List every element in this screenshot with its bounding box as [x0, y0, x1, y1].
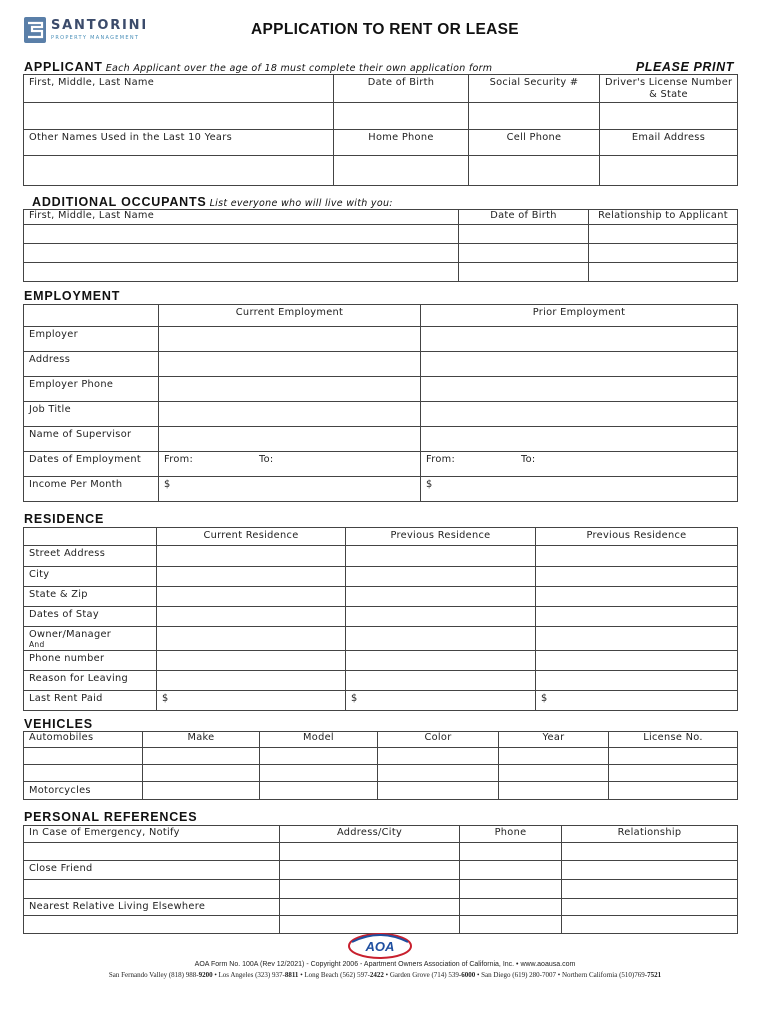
field-res3-street[interactable] [536, 546, 738, 567]
field-prior-employer-phone[interactable] [421, 377, 738, 402]
field-friend-relationship[interactable] [562, 861, 738, 880]
label-make: Make [143, 732, 260, 748]
field-auto-2[interactable] [24, 765, 143, 782]
label-year: Year [499, 732, 609, 748]
label-job-title: Job Title [24, 402, 159, 427]
field-moto-license[interactable] [609, 782, 738, 800]
field-auto-1-license[interactable] [609, 748, 738, 765]
label-reason-for-leaving: Reason for Leaving [24, 671, 157, 691]
label-owner-manager: Owner/Manager And [24, 627, 157, 651]
employment-corner [24, 305, 159, 327]
field-current-dates[interactable] [159, 452, 421, 477]
label-address-city: Address/City [280, 826, 460, 843]
field-cell-phone[interactable] [469, 156, 600, 186]
label-phone-number: Phone number [24, 651, 157, 671]
logo-subtitle: PROPERTY MANAGEMENT [51, 35, 140, 41]
label-full-name: First, Middle, Last Name [24, 75, 334, 103]
field-moto-model[interactable] [260, 782, 378, 800]
label-state-zip: State & Zip [24, 587, 157, 607]
field-drivers-license[interactable] [600, 103, 738, 130]
field-res1-state-zip[interactable] [157, 587, 346, 607]
field-auto-2-color[interactable] [378, 765, 499, 782]
logo-name: SANTORINI [51, 18, 148, 33]
field-other-names[interactable] [24, 156, 334, 186]
field-occupant-dob[interactable] [459, 244, 589, 263]
label-home-phone: Home Phone [334, 130, 469, 156]
field-res1-reason[interactable] [157, 671, 346, 691]
field-relative-address[interactable] [280, 899, 460, 916]
field-relative-name[interactable] [24, 916, 280, 934]
field-moto-year[interactable] [499, 782, 609, 800]
label-relationship: Relationship [562, 826, 738, 843]
field-current-supervisor[interactable] [159, 427, 421, 452]
field-relative-relationship-2[interactable] [562, 916, 738, 934]
field-occupant-name[interactable] [24, 225, 459, 244]
label-color: Color [378, 732, 499, 748]
label-date-of-birth: Date of Birth [334, 75, 469, 103]
field-res3-rent[interactable]: $ [536, 691, 738, 711]
field-current-employer[interactable] [159, 327, 421, 352]
field-home-phone[interactable] [334, 156, 469, 186]
field-emergency-name[interactable] [24, 843, 280, 861]
field-current-address[interactable] [159, 352, 421, 377]
residence-corner [24, 528, 157, 546]
field-auto-2-year[interactable] [499, 765, 609, 782]
applicant-table [23, 74, 738, 186]
label-close-friend: Close Friend [24, 861, 280, 880]
label-ssn: Social Security # [469, 75, 600, 103]
label-income: Income Per Month [24, 477, 159, 502]
label-other-names: Other Names Used in the Last 10 Years [24, 130, 334, 156]
field-res1-dates[interactable] [157, 607, 346, 627]
references-heading: PERSONAL REFERENCES [24, 810, 198, 824]
label-phone: Phone [460, 826, 562, 843]
field-auto-2-model[interactable] [260, 765, 378, 782]
field-emergency-relationship[interactable] [562, 843, 738, 861]
field-auto-1-year[interactable] [499, 748, 609, 765]
field-occupant-dob[interactable] [459, 225, 589, 244]
field-res2-phone[interactable] [346, 651, 536, 671]
field-res1-owner[interactable] [157, 627, 346, 651]
label-previous-residence-2: Previous Residence [536, 528, 738, 546]
label-nearest-relative: Nearest Relative Living Elsewhere [24, 899, 280, 916]
field-res2-dates[interactable] [346, 607, 536, 627]
field-emergency-phone[interactable] [460, 843, 562, 861]
label-current-employment: Current Employment [159, 305, 421, 327]
field-prior-job-title[interactable] [421, 402, 738, 427]
footer-copyright: AOA Form No. 100A (Rev 12/2021) - Copyright 2006 - Apartment Owners Association of California, Inc. • www.aoausa.com [194, 961, 576, 968]
field-email[interactable] [600, 156, 738, 186]
field-current-income[interactable]: $ [159, 477, 421, 502]
field-prior-supervisor[interactable] [421, 427, 738, 452]
field-date-of-birth[interactable] [334, 103, 469, 130]
field-auto-1[interactable] [24, 748, 143, 765]
applicant-heading: APPLICANT Each Applicant over the age of 18 must complete their own application form [24, 60, 493, 74]
residence-heading: RESIDENCE [24, 512, 105, 526]
field-res1-street[interactable] [157, 546, 346, 567]
label-email: Email Address [600, 130, 738, 156]
field-relative-relationship[interactable] [562, 899, 738, 916]
to-label: To: [521, 454, 536, 465]
employment-heading: EMPLOYMENT [24, 289, 121, 303]
aoa-logo-icon [346, 930, 414, 960]
field-res3-owner[interactable] [536, 627, 738, 651]
field-ssn[interactable] [469, 103, 600, 130]
field-moto-make[interactable] [143, 782, 260, 800]
field-occupant-dob[interactable] [459, 263, 589, 282]
field-res3-state-zip[interactable] [536, 587, 738, 607]
field-prior-employer[interactable] [421, 327, 738, 352]
field-res1-rent[interactable]: $ [157, 691, 346, 711]
field-occupant-name[interactable] [24, 263, 459, 282]
field-res2-street[interactable] [346, 546, 536, 567]
field-moto-color[interactable] [378, 782, 499, 800]
field-occupant-relationship[interactable] [589, 263, 738, 282]
field-auto-1-color[interactable] [378, 748, 499, 765]
field-res1-city[interactable] [157, 567, 346, 587]
field-occupant-relationship[interactable] [589, 244, 738, 263]
from-label: From: [164, 454, 194, 465]
field-prior-dates[interactable] [421, 452, 738, 477]
label-employer: Employer [24, 327, 159, 352]
label-occupant-dob: Date of Birth [459, 210, 589, 225]
references-table [23, 825, 738, 934]
field-res2-reason[interactable] [346, 671, 536, 691]
residence-table [23, 527, 738, 711]
label-employer-phone: Employer Phone [24, 377, 159, 402]
label-city: City [24, 567, 157, 587]
field-prior-income[interactable]: $ [421, 477, 738, 502]
label-emergency-contact: In Case of Emergency, Notify [24, 826, 280, 843]
field-relative-phone[interactable] [460, 899, 562, 916]
field-res2-rent[interactable]: $ [346, 691, 536, 711]
label-current-residence: Current Residence [157, 528, 346, 546]
field-res3-reason[interactable] [536, 671, 738, 691]
footer-offices: San Fernando Valley (818) 988-9200 • Los Angeles (323) 937-8811 • Long Beach (562) 597-2422 • Garden Grove (714) 539-6000 • San Diego (619) 280-7007 • Northern California (510)769-7521 [108, 971, 662, 979]
field-current-employer-phone[interactable] [159, 377, 421, 402]
label-occupant-relationship: Relationship to Applicant [589, 210, 738, 225]
field-friend-address[interactable] [280, 861, 460, 880]
label-automobiles: Automobiles [24, 732, 143, 748]
field-auto-2-make[interactable] [143, 765, 260, 782]
label-prior-employment: Prior Employment [421, 305, 738, 327]
vehicles-table [23, 731, 738, 800]
label-occupant-name: First, Middle, Last Name [24, 210, 459, 225]
field-auto-2-license[interactable] [609, 765, 738, 782]
employment-table [23, 304, 738, 502]
label-dates-of-employment: Dates of Employment [24, 452, 159, 477]
label-motorcycles: Motorcycles [24, 782, 143, 800]
to-label: To: [259, 454, 274, 465]
label-previous-residence: Previous Residence [346, 528, 536, 546]
label-last-rent-paid: Last Rent Paid [24, 691, 157, 711]
label-address: Address [24, 352, 159, 377]
label-street-address: Street Address [24, 546, 157, 567]
aoa-logo-text: AOA [365, 939, 395, 954]
field-friend-phone[interactable] [460, 861, 562, 880]
field-res2-state-zip[interactable] [346, 587, 536, 607]
occupants-table [23, 209, 738, 282]
field-auto-1-make[interactable] [143, 748, 260, 765]
field-res2-owner[interactable] [346, 627, 536, 651]
label-dates-of-stay: Dates of Stay [24, 607, 157, 627]
document-title: APPLICATION TO RENT OR LEASE [251, 21, 519, 38]
field-prior-address[interactable] [421, 352, 738, 377]
label-license-no: License No. [609, 732, 738, 748]
field-occupant-name[interactable] [24, 244, 459, 263]
field-res1-phone[interactable] [157, 651, 346, 671]
field-auto-1-model[interactable] [260, 748, 378, 765]
applicant-note: Each Applicant over the age of 18 must complete their own application form [105, 63, 493, 74]
from-label: From: [426, 454, 456, 465]
occupants-note: List everyone who will live with you: [209, 198, 393, 209]
field-friend-phone-2[interactable] [460, 880, 562, 899]
field-current-job-title[interactable] [159, 402, 421, 427]
vehicles-heading: VEHICLES [24, 717, 93, 731]
field-relative-phone-2[interactable] [460, 916, 562, 934]
occupants-heading: ADDITIONAL OCCUPANTS List everyone who will live with you: [32, 195, 393, 209]
field-res2-city[interactable] [346, 567, 536, 587]
field-friend-address-2[interactable] [280, 880, 460, 899]
field-res3-dates[interactable] [536, 607, 738, 627]
label-model: Model [260, 732, 378, 748]
field-friend-relationship-2[interactable] [562, 880, 738, 899]
field-friend-name[interactable] [24, 880, 280, 899]
please-print-label: PLEASE PRINT [635, 60, 734, 74]
field-res3-phone[interactable] [536, 651, 738, 671]
field-occupant-relationship[interactable] [589, 225, 738, 244]
label-cell-phone: Cell Phone [469, 130, 600, 156]
field-res3-city[interactable] [536, 567, 738, 587]
label-drivers-license: Driver's License Number & State [600, 75, 738, 103]
field-emergency-address[interactable] [280, 843, 460, 861]
field-full-name[interactable] [24, 103, 334, 130]
label-supervisor: Name of Supervisor [24, 427, 159, 452]
